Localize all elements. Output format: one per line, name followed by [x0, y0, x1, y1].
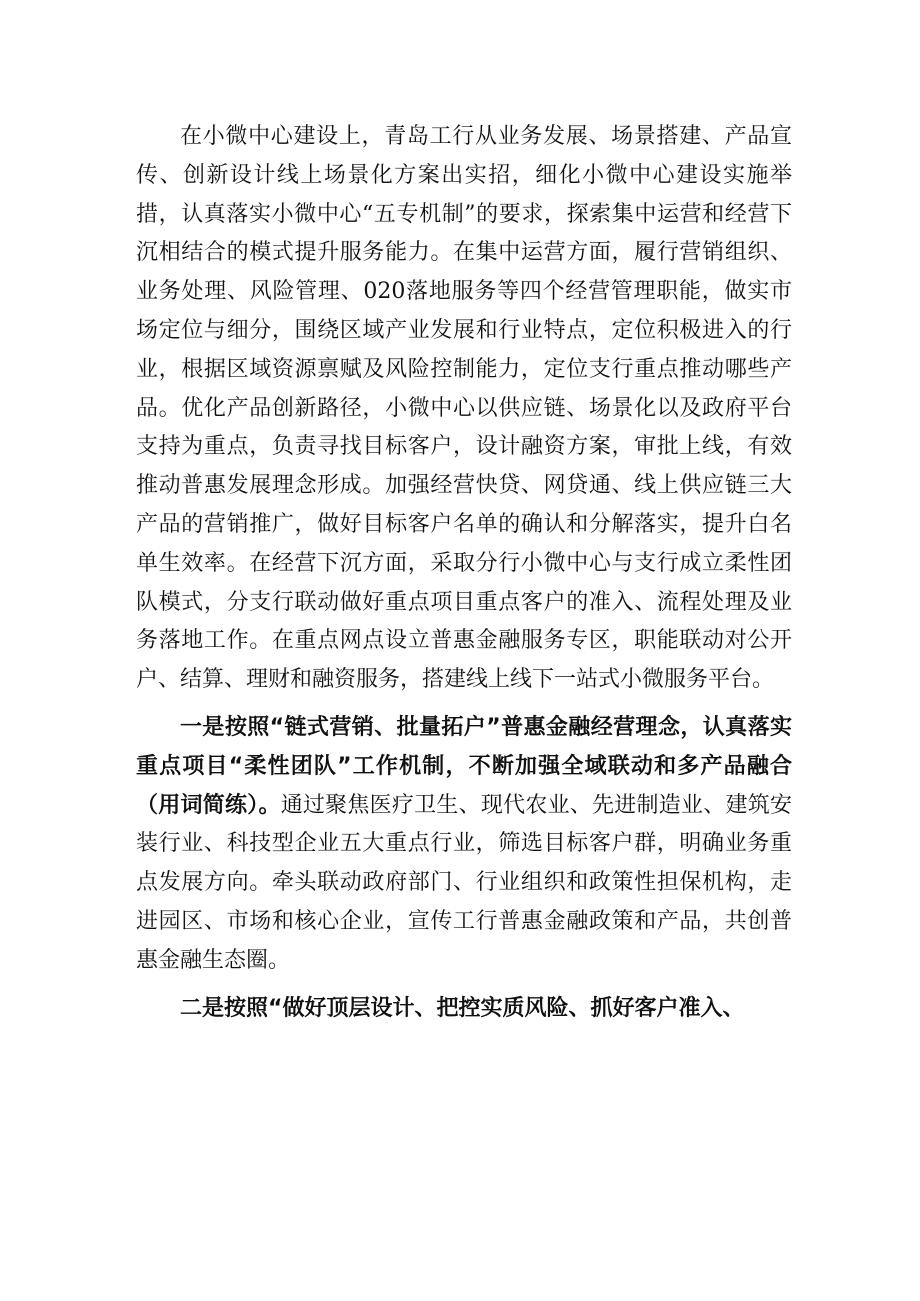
paragraph-small-micro-center — [136, 118, 792, 700]
paragraph-text: 通过聚焦医疗卫生、现代农业、先进制造业、建筑安装行业、科技型企业五大重点行业，筛选目标客户群，明确业务重点发展方向。牵头联动政府部门、行业组织和政策性担保机构，走进园区、市场和核心企业，宣传工行普惠金融政策和产品，共创普惠金融生态圈。 — [136, 792, 792, 973]
document-body — [136, 118, 792, 1037]
paragraph-point-one — [136, 709, 792, 981]
paragraph-lead: 一是按照“链式营销、批量拓户”普惠金融经营理念，认真落实重点项目“柔性团队”工作机制，不断加强全域联动和多产品融合（用词简练）。 — [136, 714, 792, 818]
paragraph-text: 在小微中心建设上，青岛工行从业务发展、场景搭建、产品宣传、创新设计线上场景化方案出实招，细化小微中心建设实施举措，认真落实小微中心“五专机制”的要求，探索集中运营和经营下沉相结合的模式提升服务能力。在集中运营方面，履行营销组织、业务处理、风险管理、020落地服务等四个经营管理职能，做实市场定位与细分，围绕区域产业发展和行业特点，定位积极进入的行业，根据区域资源禀赋及风险控制能力，定位支行重点推动哪些产品。优化产品创新路径，小微中心以供应链、场景化以及政府平台支持为重点，负责寻找目标客户，设计融资方案，审批上线，有效推动普惠发展理念形成。加强经营快贷、网贷通、线上供应链三大产品的营销推广，做好目标客户名单的确认和分解落实，提升白名单生效率。在经营下沉方面，采取分行小微中心与支行成立柔性团队模式，分支行联动做好重点项目重点客户的准入、流程处理及业务落地工作。在重点网点设立普惠金融服务专区，职能联动对公开户、结算、理财和融资服务，搭建线上线下一站式小微服务平台。 — [136, 124, 792, 693]
paragraph-point-two — [136, 990, 792, 1029]
paragraph-lead: 二是按照“做好顶层设计、把控实质风险、抓好客户准入、 — [180, 995, 745, 1021]
